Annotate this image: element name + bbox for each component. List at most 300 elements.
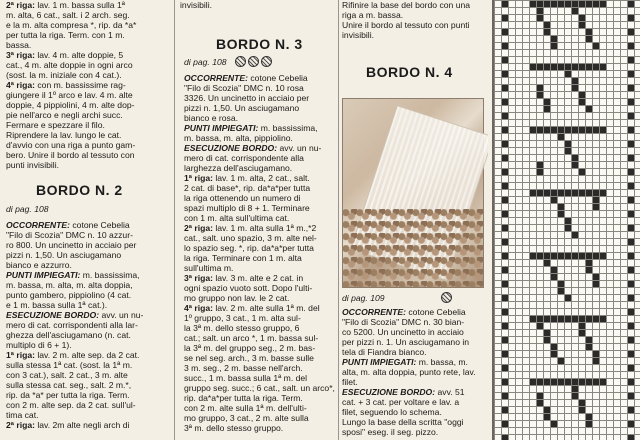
source-text: di pag. 108 [184,56,227,67]
text-line: 4ª riga: lav. 2 m. alte sulla 1ª m. del [184,303,320,313]
filet-cell [586,36,592,42]
filet-cell [572,393,578,399]
filet-cell [530,316,536,322]
filet-cell [586,421,592,427]
text-line: OCCORRENTE: cotone Cebelia [342,307,466,317]
filet-cell [502,99,508,105]
filet-cell [593,197,599,203]
text-line: pie nell'arco e negli archi succ. [6,110,123,120]
filet-cell [502,1,508,7]
filet-cell [551,351,557,357]
text-line: se nel seg. arch., 3 m. basse sulle [184,353,314,363]
filet-cell [586,316,592,322]
filet-cell [628,421,634,427]
filet-cell [593,64,599,70]
text-line: ESECUZIONE BORDO: avv. un nu- [6,310,144,320]
text-line: 2ª riga: lav. 1 m. bassa sulla 1ª [6,0,125,10]
text-line: mo gruppo non lav. le 2 cat. [184,293,290,303]
text-line: la riga ottenendo un numero di [184,193,301,203]
filet-cell [579,1,585,7]
filet-cell [628,337,634,343]
text-line: rip. da *a* per tutta la riga. Term. [6,390,130,400]
filet-cell [628,15,634,21]
filet-cell [544,29,550,35]
text-line: 2ª riga: lav. 1 m. alta sulla 1ª m.,*2 [184,223,317,233]
filet-cell [558,1,564,7]
filet-cell [628,407,634,413]
filet-cell [544,316,550,322]
filet-cell [628,183,634,189]
filet-cell [537,393,543,399]
text-line: punti invisibili. [6,160,60,170]
filet-cell [502,71,508,77]
text-line: "Filo di Scozia" DMC n. 10 rosa [184,83,304,93]
bordo-2-title: BORDO N. 2 [36,182,123,198]
text-line: riga a m. bassa. [342,10,404,20]
filet-cell [551,64,557,70]
filet-cell [537,127,543,133]
text-line: la riga. Terminare con 1 m. alta [184,253,302,263]
filet-cell [586,106,592,112]
text-line: d'avvio con una riga a punto gam- [6,140,136,150]
bordo-1-continuation [6,0,170,170]
text-line: bianco e azzurro. [6,260,72,270]
text-line: 1ª riga: lav. 1 m. alta, 2 cat., salt. [184,173,310,183]
bordo-4-header [340,64,488,80]
filet-cell [628,211,634,217]
filet-cell [502,225,508,231]
filet-cell [572,386,578,392]
filet-cell [572,85,578,91]
text-line: cat.; salt. un arco *, 1 m. bassa sul- [184,333,319,343]
filet-cell [551,379,557,385]
text-line: cat. + 3 cat. per voltare e lav. a [342,397,460,407]
filet-cell [530,127,536,133]
filet-cell [544,407,550,413]
text-line: per pizzi n. 1. Un asciugamano in [342,337,470,347]
filet-cell [628,253,634,259]
filet-cell [544,379,550,385]
filet-cell [502,15,508,21]
filet-cell [586,127,592,133]
filet-cell [502,351,508,357]
filet-cell [502,407,508,413]
text-line: larghezza dell'asciugamano. [184,163,293,173]
text-line: bassa. [6,40,32,50]
filet-cell [579,99,585,105]
filet-cell [544,99,550,105]
filet-cell [628,225,634,231]
filet-cell [544,106,550,112]
filet-chart [492,0,640,440]
text-line: 1ª riga: lav. 2 m. alte sep. da 2 cat. [6,350,140,360]
text-line: con 2 m. alte sep. da 2 cat. sull'ul- [6,400,136,410]
filet-cell [537,379,543,385]
text-line: PUNTI IMPIEGATI: m. bassissima, [184,123,318,133]
text-line: Lungo la base della scritta "oggi [342,417,464,427]
filet-cell [565,253,571,259]
filet-cell [579,169,585,175]
filet-cell [565,295,571,301]
text-line: m. alta, 6 cat., salt. i 2 arch. seg. [6,10,130,20]
filet-cell [502,127,508,133]
filet-cell [572,253,578,259]
text-line: punto gambero, pippiolino (4 cat. [6,290,132,300]
bordo-4-source [342,292,488,305]
source-text: di pag. 109 [342,292,385,303]
text-line: 2ª riga: lav. 2m alte negli arch di [6,420,130,430]
text-line: sull'ultima m. [184,263,234,273]
text-line: gruppo seg. succ.; 6 cat., salt. un arco*, [184,383,335,393]
filet-cell [579,64,585,70]
filet-cell [502,57,508,63]
filet-cell [565,316,571,322]
filet-cell [537,169,543,175]
filet-cell [600,190,606,196]
filet-cell [628,71,634,77]
text-line: con 2 m. alte sulla 1ª m. dell'ulti- [184,403,307,413]
text-line: rip. da*a*per tutta la riga. Term. [184,393,303,403]
text-line: pizzi n. 1,50. Un asciugamano [6,250,122,260]
filet-cell [572,379,578,385]
filet-cell [502,29,508,35]
filet-cell [593,253,599,259]
filet-cell [600,379,606,385]
filet-cell [572,127,578,133]
bordo-2-source [6,204,170,214]
filet-cell [565,148,571,154]
filet-cell [628,309,634,315]
filet-cell [544,64,550,70]
text-line: succ., 1 m. bassa sulla 1ª m. del [184,373,308,383]
text-line: 3326. Un uncinetto in acciaio per [184,93,310,103]
text-line: 3ª m. dello stesso gruppo. [184,423,284,433]
text-line: con 1 m. alta sull'ultima cat. [184,213,290,223]
filet-cell [565,190,571,196]
text-line: OCCORRENTE: cotone Cebelia [6,220,130,230]
filet-cell [544,253,550,259]
filet-cell [551,316,557,322]
filet-cell [565,141,571,147]
filet-cell [586,29,592,35]
text-line: ESECUZIONE BORDO: avv. 51 [342,387,465,397]
filet-cell [537,64,543,70]
bordo-4-photo [342,98,484,288]
filet-cell [600,316,606,322]
filet-cell [586,1,592,7]
text-line: multiplo di 6 + 1). [6,340,72,350]
filet-cell [593,204,599,210]
text-line: alta, m. alta doppia, punto rete, lav. [342,367,476,377]
filet-cell [502,253,508,259]
filet-cell [572,316,578,322]
filet-cell [628,43,634,49]
text-line: per tutta la riga. Term. con 1 m. [6,30,125,40]
text-line: pizzi n. 1,50. Un asciugamano [184,103,300,113]
filet-cell [544,337,550,343]
filet-cell [628,323,634,329]
text-line: filet. [342,377,358,387]
filet-cell [502,393,508,399]
bordo-4-title: BORDO N. 4 [366,64,453,80]
filet-cell [565,127,571,133]
filet-cell [537,92,543,98]
filet-cell [593,316,599,322]
filet-cell [551,421,557,427]
filet-cell [600,1,606,7]
text-line: bianco e rosa. [184,113,238,123]
filet-cell [593,379,599,385]
text-line: Unire il bordo al tessuto con punti [342,20,470,30]
filet-cell [572,78,578,84]
column-3 [340,0,488,440]
text-line: 3ª riga: lav. 3 m. alte e 2 cat. in [184,273,304,283]
filet-cell [537,253,543,259]
filet-cell [530,379,536,385]
filet-cell [551,190,557,196]
filet-cell [558,281,564,287]
filet-cell [558,204,564,210]
bordo-2-instructions [6,220,170,430]
filet-cell [572,1,578,7]
filet-cell [572,8,578,14]
bordo-2-header [6,182,170,198]
text-line: bero. Unire il bordo al tessuto con [6,150,135,160]
filet-cell [551,253,557,259]
text-line: PUNTI IMPIEGATI: m. bassissima, [6,270,140,280]
filet-cell [586,190,592,196]
bordo-3-continuation [340,0,488,40]
filet-cell [502,169,508,175]
filet-cell [579,253,585,259]
text-line: e la m. alta compresa *, rip. da *a* [6,20,137,30]
filet-cell [628,169,634,175]
filet-cell [502,43,508,49]
filet-cell [558,253,564,259]
text-line: Rifinire la base del bordo con una [342,0,471,10]
bordo-3-title: BORDO N. 3 [216,36,303,52]
text-line: co 5200. Un uncinetto in acciaio [342,327,464,337]
filet-cell [502,421,508,427]
filet-cell [572,232,578,238]
text-line: PUNTI IMPIEGATI: m. bassa, m. [342,357,468,367]
filet-cell [544,414,550,420]
text-line: "Filo di Scozia" DMC n. 10 azzur- [6,230,133,240]
filet-cell [558,64,564,70]
filet-cell [551,197,557,203]
filet-cell [502,155,508,161]
filet-cell [579,22,585,28]
filet-cell [544,260,550,266]
filet-cell [593,351,599,357]
text-line: (sost. la m. iniziale con 4 cat.). [6,70,122,80]
filet-cell [579,15,585,21]
filet-cell [628,127,634,133]
filet-cell [502,365,508,371]
filet-cell [628,239,634,245]
filet-cell [502,113,508,119]
filet-cell [502,379,508,385]
filet-cell [502,239,508,245]
filet-cell [565,64,571,70]
text-line: mero di cat. corrispondente alla [184,153,304,163]
filet-cell [502,211,508,217]
filet-cell [579,127,585,133]
filet-cell [586,414,592,420]
filet-cell [600,127,606,133]
filet-cell [502,141,508,147]
filet-cell [628,57,634,63]
bordo-4-instructions [342,307,488,437]
filet-cell [502,435,508,440]
filet-cell [572,190,578,196]
text-line: e 1 m. bassa sulla 1ª cat.). [6,300,108,310]
filet-cell [586,337,592,343]
filet-cell [572,162,578,168]
filet-cell [593,281,599,287]
filet-cell [579,379,585,385]
filet-cell [628,281,634,287]
text-line: sposi" eseg. il seg. pizzo. [342,427,439,437]
filet-cell [628,197,634,203]
filet-cell [593,358,599,364]
text-line: doppie, 4 pippiolini, 4 m. alte dop- [6,100,135,110]
filet-cell [551,344,557,350]
filet-cell [628,113,634,119]
filet-pattern [494,0,640,440]
filet-cell [565,71,571,77]
bordo-3-source [180,56,340,69]
text-line: 4ª riga: con m. bassissime rag- [6,80,126,90]
filet-cell [544,22,550,28]
filet-cell [544,1,550,7]
filet-cell [579,330,585,336]
filet-cell [551,1,557,7]
text-line: mero di cat. corrispondenti alla lar- [6,320,138,330]
text-line: spazi multiplo di 8 + 1. Terminare [184,203,310,213]
text-line: Fermare e spezzare il filo. [6,120,105,130]
text-line: invisibili. [180,0,212,10]
text-line: mo gruppo, 3 cat., 2 m. alte sulla [184,413,309,423]
filet-cell [628,295,634,301]
filet-cell [502,337,508,343]
filet-cell [572,64,578,70]
filet-cell [558,211,564,217]
thread-ball-icon [235,56,274,69]
filet-cell [586,260,592,266]
filet-cell [551,274,557,280]
text-line: cat., salt. uno spazio, 3 m. alte nel- [184,233,317,243]
filet-cell [502,197,508,203]
filet-cell [558,316,564,322]
filet-cell [537,85,543,91]
text-line: la 3ª m. del gruppo seg., 2 m. bas- [184,343,316,353]
text-line: ghezza dell'asciugamano (n. cat. [6,330,131,340]
text-line: con 3 cat.), salt. 2 cat., 3 m. alte [6,370,128,380]
filet-cell [537,8,543,14]
filet-cell [537,400,543,406]
filet-cell [628,435,634,440]
filet-cell [558,127,564,133]
filet-cell [537,162,543,168]
bordo-2-continuation [180,0,340,10]
text-line: la 3ª m. dello stesso gruppo, 6 [184,323,300,333]
filet-cell [628,267,634,273]
text-line: filet, seguendo lo schema. [342,407,442,417]
filet-cell [530,190,536,196]
filet-cell [551,127,557,133]
filet-cell [502,267,508,273]
filet-cell [537,15,543,21]
filet-cell [565,1,571,7]
filet-cell [558,288,564,294]
filet-cell [628,379,634,385]
filet-cell [593,127,599,133]
text-line: "Filo di Scozia" DMC n. 30 bian- [342,317,465,327]
text-line: tela di Fiandra bianco. [342,347,427,357]
bordo-3-instructions [180,73,340,433]
text-line: Riprendere la lav. lungo le cat. [6,130,122,140]
filet-cell [502,183,508,189]
filet-cell [593,43,599,49]
filet-cell [579,316,585,322]
text-line: tima cat. [6,410,39,420]
filet-cell [565,379,571,385]
filet-cell [593,274,599,280]
filet-cell [628,1,634,7]
filet-cell [565,225,571,231]
filet-cell [502,85,508,91]
filet-cell [502,323,508,329]
filet-cell [565,218,571,224]
filet-cell [537,190,543,196]
filet-cell [628,141,634,147]
text-line: 3ª riga: lav. 4 m. alte doppie, 5 [6,50,124,60]
filet-cell [628,155,634,161]
text-line: ogni spazio vuoto sott. Dopo l'ulti- [184,283,313,293]
text-line: 3 m. seg., 2 m. basse nell'arch. [184,363,303,373]
filet-cell [600,253,606,259]
filet-cell [530,253,536,259]
filet-cell [586,267,592,273]
filet-cell [586,379,592,385]
filet-cell [586,64,592,70]
filet-cell [628,29,634,35]
filet-cell [530,1,536,7]
text-line: 1º gruppo, 3 cat., 1 m. alta sul- [184,313,301,323]
filet-cell [502,309,508,315]
text-line: lo spazio seg. *, rip. da*a*per tutta [184,243,314,253]
filet-cell [628,99,634,105]
filet-cell [502,295,508,301]
filet-cell [579,190,585,196]
filet-cell [551,43,557,49]
column-2 [180,0,340,440]
filet-cell [628,351,634,357]
text-line: cat., 4 m. alte doppie in ogni arco [6,60,133,70]
filet-cell [558,358,564,364]
filet-cell [586,253,592,259]
filet-cell [572,155,578,161]
text-line: sulla stessa 1ª cat. (sost. la 1ª m. [6,360,133,370]
text-line: giungere il 1º arco e lav. 4 m. alte [6,90,133,100]
filet-cell [579,400,585,406]
filet-cell [537,323,543,329]
column-divider [174,0,175,440]
column-1 [0,0,170,440]
filet-cell [558,379,564,385]
text-line: ESECUZIONE BORDO: avv. un nu- [184,143,322,153]
